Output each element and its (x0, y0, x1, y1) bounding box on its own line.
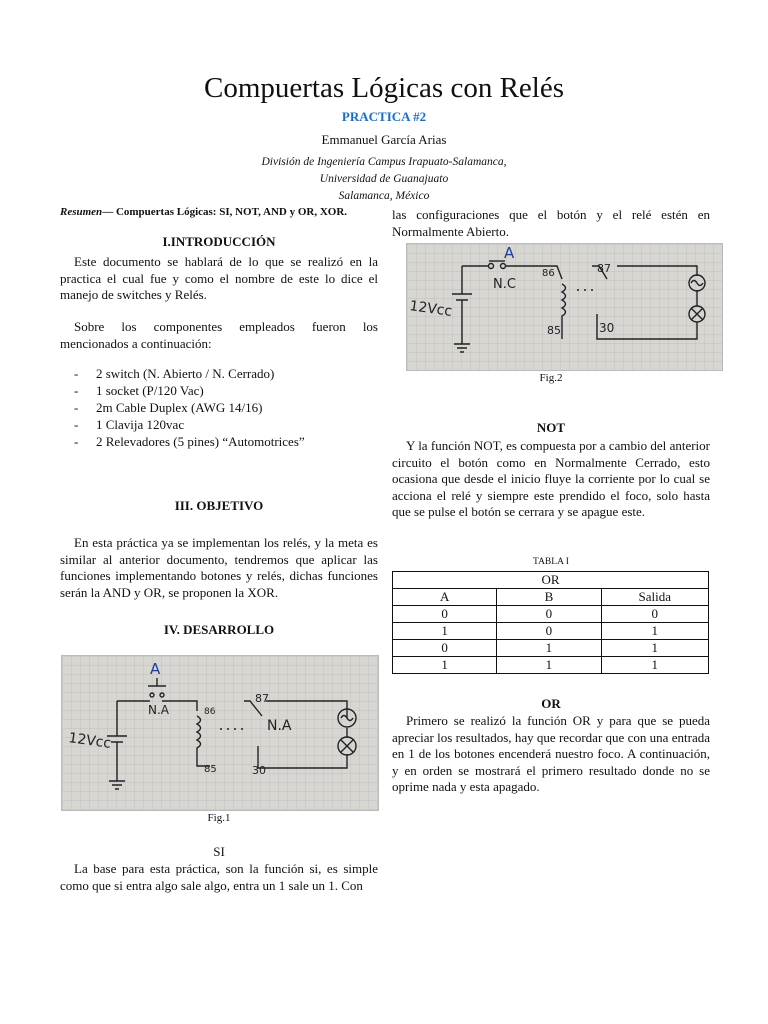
or-paragraph: Primero se realizó la función OR y para que se pueda apreciar los resultados, hay que recordar que con una entrada en 1 de los botones encenderá nuestro foco. A continuación, y en orden se mostrará el primero resultado donde no se oprime nada y esta apagado. (392, 713, 710, 794)
intro-heading: I.INTRODUCCIÓN (162, 234, 276, 249)
table-header: B (497, 589, 601, 606)
circuit-diagram-fig1 (62, 656, 378, 810)
affiliation-line-2: Universidad de Guanajuato (319, 173, 449, 185)
intro-paragraph-2: Sobre los componentes empleados fueron los mencionados a continuación: (60, 319, 378, 351)
or-heading: OR (541, 696, 561, 711)
table-label: TABLA I (533, 557, 569, 567)
fig1-label-switch: A (150, 660, 161, 678)
table-cell: 1 (393, 623, 497, 640)
table-header: Salida (601, 589, 708, 606)
table-cell: 1 (601, 623, 708, 640)
abstract-text: — Compuertas Lógicas: SI, NOT, AND y OR, XOR. (102, 206, 348, 218)
list-item: - 2 Relevadores (5 pines) “Automotrices” (60, 434, 378, 451)
fig1-label-voltage: 12Vcc (67, 730, 113, 752)
table-cell: 1 (497, 657, 601, 674)
author-name: Emmanuel García Arias (321, 132, 447, 147)
page-title: Compuertas Lógicas con Relés (204, 72, 564, 104)
table-row (393, 657, 709, 674)
fig2-label-contact: N.C (493, 277, 516, 292)
right-intro-paragraph: las configuraciones que el botón y el relé estén en Normalmente Abierto. (392, 207, 710, 239)
intro-paragraph-1: Este documento se hablará de lo que se realizó en la practica el cual fue y como el nombre de este lo dice el manejo de switches y Relés. (60, 254, 378, 302)
table-cell: 0 (497, 606, 601, 623)
circuit-diagram-fig2 (407, 244, 722, 370)
table-cell: 0 (497, 623, 601, 640)
table-title: OR (393, 572, 709, 589)
affiliation-line-3: Salamanca, México (338, 190, 430, 202)
objetivo-heading: III. OBJETIVO (174, 498, 264, 513)
table-cell: 0 (393, 640, 497, 657)
or-truth-table (392, 571, 709, 674)
si-heading: SI (213, 844, 225, 859)
practice-number: PRACTICA #2 (341, 109, 427, 124)
objetivo-paragraph: En esta práctica ya se implementan los relés, y la meta es similar al anterior documento, tendremos que aplicar las funciones implementando botones y relés, dichas funciones serán la AND y OR, se proponen la XOR. (60, 535, 378, 600)
table-cell: 1 (497, 640, 601, 657)
figure-1-image (61, 655, 379, 811)
figure-1-caption: Fig.1 (207, 812, 231, 824)
table-header: A (393, 589, 497, 606)
fig1-label-relay: N.A (267, 718, 292, 734)
list-item: - 2m Cable Duplex (AWG 14/16) (60, 400, 378, 417)
fig2-label-voltage: 12Vcc (408, 298, 454, 320)
list-item: - 1 Clavija 120vac (60, 417, 378, 434)
components-list (60, 366, 378, 451)
abstract-label: Resumen (60, 206, 103, 218)
list-item: - 2 switch (N. Abierto / N. Cerrado) (60, 366, 378, 383)
affiliation-line-1: División de Ingeniería Campus Irapuato-Salamanca, (261, 156, 507, 168)
figure-2-image (406, 243, 723, 371)
table-row (393, 606, 709, 623)
fig1-label-contact: N.A (148, 703, 169, 717)
affiliation (0, 154, 768, 205)
desarrollo-heading: IV. DESARROLLO (163, 622, 275, 637)
fig2-label-switch: A (504, 244, 515, 262)
fig1-label-pin86: 86 (204, 707, 216, 717)
fig2-label-pin30: 30 (599, 321, 615, 335)
figure-2-caption: Fig.2 (539, 372, 563, 384)
fig1-label-pin87: 87 (255, 692, 269, 705)
table-row (393, 623, 709, 640)
fig1-label-pin85: 85 (204, 764, 217, 775)
table-cell: 1 (601, 640, 708, 657)
abstract (60, 206, 378, 218)
fig2-label-pin85: 85 (547, 324, 561, 337)
table-row (393, 640, 709, 657)
fig2-label-pin86: 86 (542, 268, 555, 279)
table-cell: 0 (601, 606, 708, 623)
table-cell: 1 (601, 657, 708, 674)
not-heading: NOT (536, 420, 566, 435)
table-cell: 0 (393, 606, 497, 623)
list-item: - 1 socket (P/120 Vac) (60, 383, 378, 400)
fig2-label-pin87: 87 (597, 262, 611, 275)
si-paragraph: La base para esta práctica, son la función si, es simple como que si entra algo sale algo, entra un 1 sale un 1. Con (60, 861, 378, 893)
fig1-label-pin30: 30 (252, 764, 266, 777)
table-cell: 1 (393, 657, 497, 674)
not-paragraph: Y la función NOT, es compuesta por a cambio del anterior circuito el botón como en Normalmente Cerrado, esto ocasiona que desde el inicio fluye la corriente por lo cual se acciona el relé y siempre este prendido el foco, solo hasta que se pulse el botón se cerrara y se apague este. (392, 438, 710, 519)
